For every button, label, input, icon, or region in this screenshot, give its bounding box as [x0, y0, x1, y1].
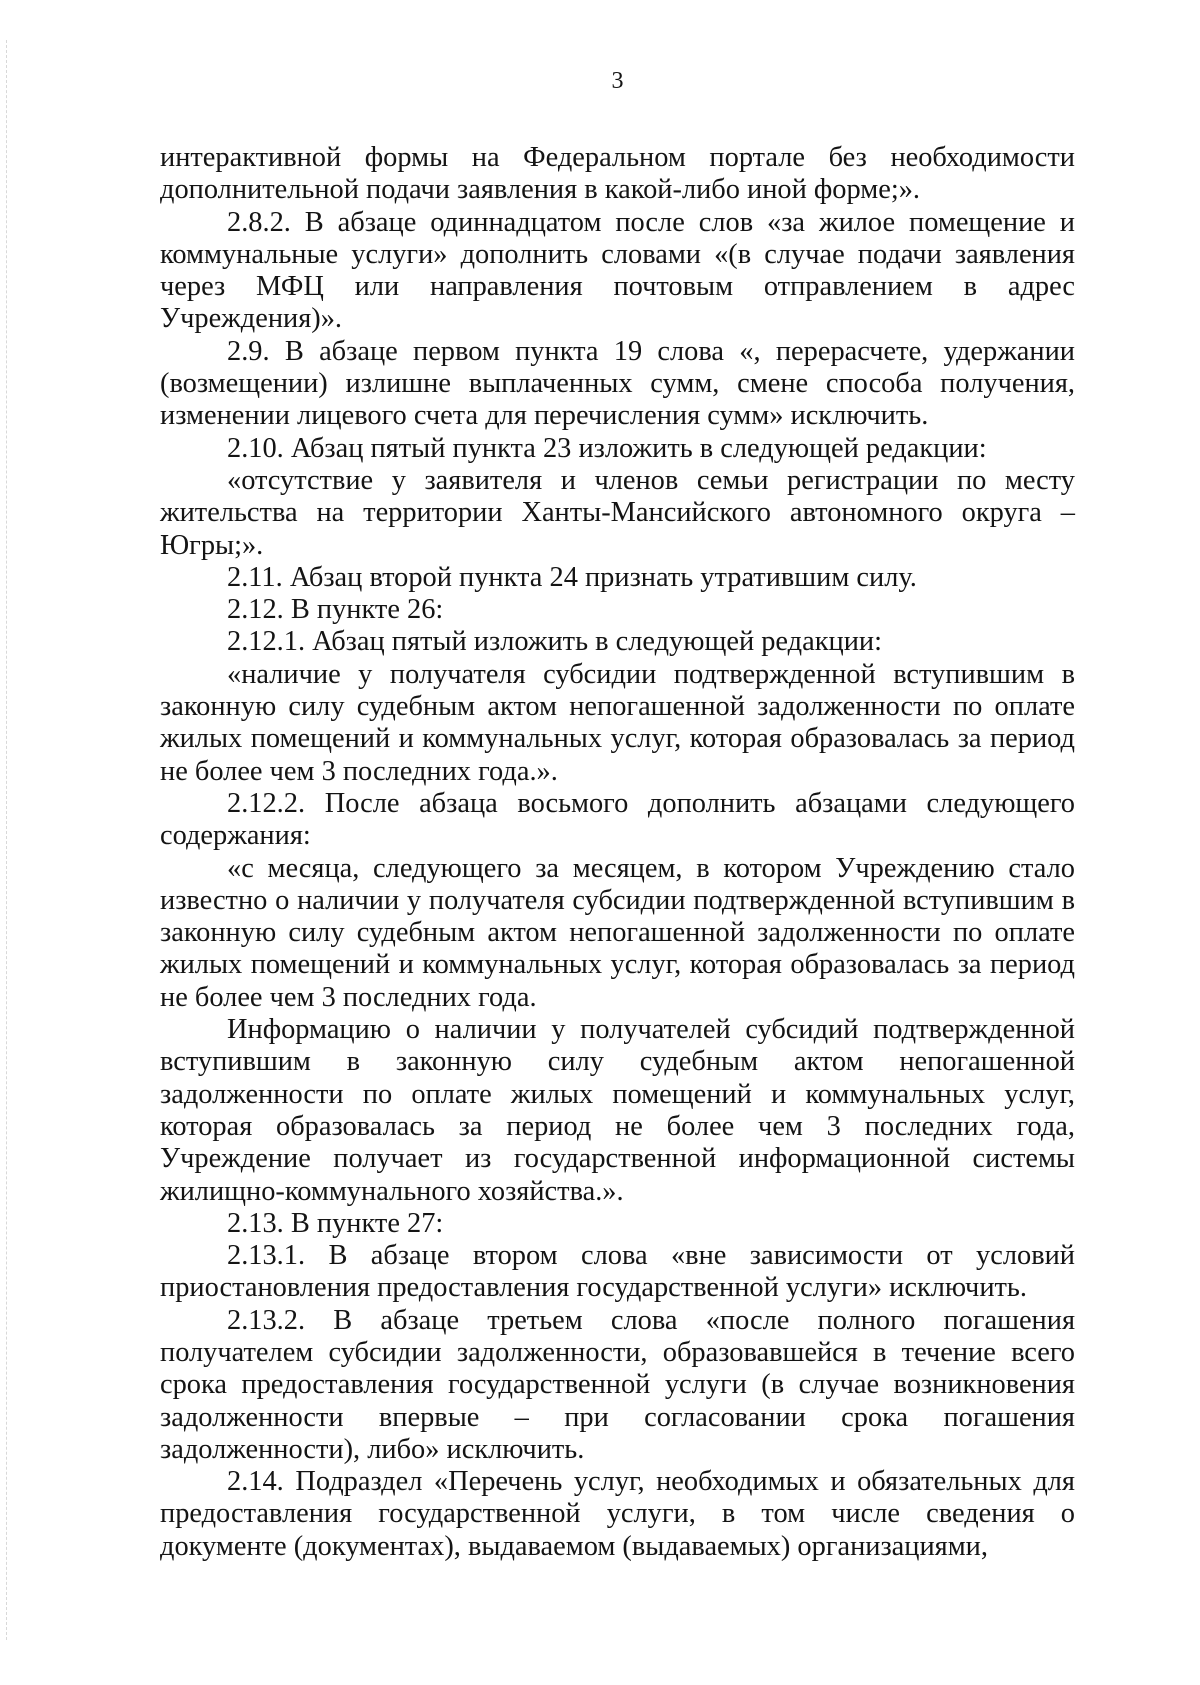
document-body	[160, 142, 1075, 1563]
paragraph-2-12-2: 2.12.2. После абзаца восьмого дополнить абзацами следующего содержания:	[160, 787, 1075, 852]
paragraph-2-13: 2.13. В пункте 27:	[227, 1207, 444, 1239]
paragraph-2-12-1-quote: «наличие у получателя субсидии подтвержденной вступившим в законную силу судебным актом непогашенной задолженности по оплате жилых помещений и коммунальных услуг, которая образовалась за период не более чем 3 последних года.».	[160, 658, 1075, 787]
paragraph-2-12-2-quote-1: «с месяца, следующего за месяцем, в котором Учреждению стало известно о наличии у получателя субсидии подтвержденной вступившим в законную силу судебным актом непогашенной задолженности по оплате жилых помещений и коммунальных услуг, которая образовалась за период не более чем 3 последних года.	[160, 852, 1075, 1013]
paragraph-continuation: интерактивной формы на Федеральном портале без необходимости дополнительной подачи заявления в какой-либо иной форме;».	[160, 142, 1075, 206]
paragraph-2-12-2-quote-2: Информацию о наличии у получателей субсидий подтвержденной вступившим в законную силу судебным актом непогашенной задолженности по оплате жилых помещений и коммунальных услуг, которая образовалась за период не более чем 3 последних года, Учреждение получает из государственной информационной системы жилищно-коммунального хозяйства.».	[160, 1014, 1075, 1207]
paragraph-2-9: 2.9. В абзаце первом пункта 19 слова «, перерасчете, удержании (возмещении) излишне выплаченных сумм, смене способа получения, изменении лицевого счета для перечисления сумм» исключить.	[160, 335, 1075, 432]
paragraph-2-12-1: 2.12.1. Абзац пятый изложить в следующей редакции:	[227, 626, 882, 658]
scan-edge-artifact	[6, 40, 7, 1640]
page-number: 3	[611, 68, 624, 94]
paragraph-2-10-quote: «отсутствие у заявителя и членов семьи регистрации по месту жительства на территории Ханты-Мансийского автономного округа – Югры;».	[160, 464, 1075, 561]
paragraph-2-14: 2.14. Подраздел «Перечень услуг, необходимых и обязательных для предоставления государственной услуги, в том числе сведения о документе (документах), выдаваемом (выдаваемых) организациями,	[160, 1466, 1075, 1562]
paragraph-2-10: 2.10. Абзац пятый пункта 23 изложить в следующей редакции:	[227, 432, 987, 464]
paragraph-2-8-2: 2.8.2. В абзаце одиннадцатом после слов «за жилое помещение и коммунальные услуги» дополнить словами «(в случае подачи заявления через МФЦ или направления почтовым отправлением в адрес Учреждения)».	[160, 206, 1075, 335]
paragraph-2-11: 2.11. Абзац второй пункта 24 признать утратившим силу.	[227, 561, 917, 593]
paragraph-2-13-1: 2.13.1. В абзаце втором слова «вне зависимости от условий приостановления предоставления государственной услуги» исключить.	[160, 1240, 1075, 1304]
paragraph-2-13-2: 2.13.2. В абзаце третьем слова «после полного погашения получателем субсидии задолженности, образовавшейся в течение всего срока предоставления государственной услуги (в случае возникновения задолженности впервые – при согласовании срока погашения задолженности), либо» исключить.	[160, 1304, 1075, 1465]
paragraph-2-12: 2.12. В пункте 26:	[227, 594, 444, 626]
